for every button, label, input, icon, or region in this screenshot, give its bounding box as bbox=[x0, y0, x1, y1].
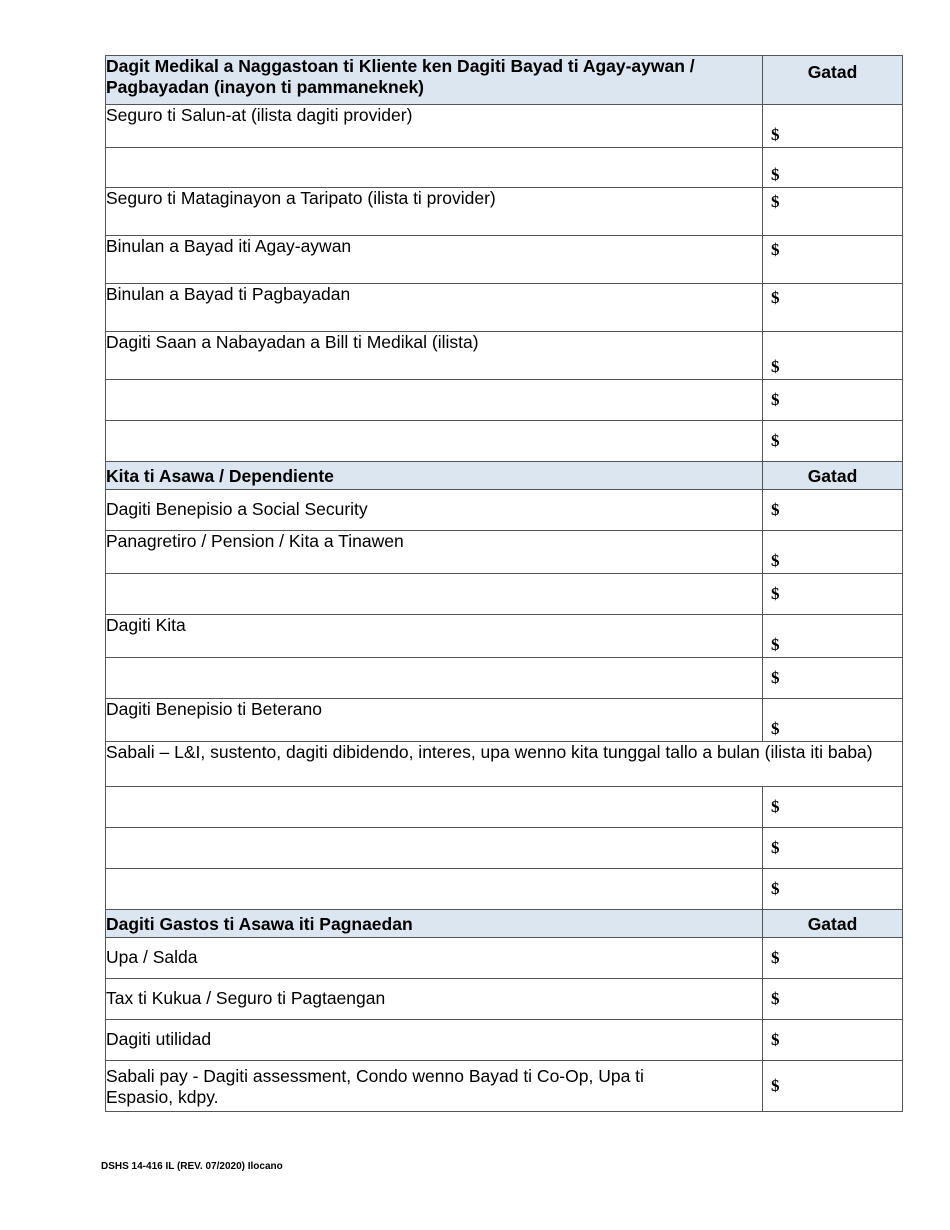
amount-field[interactable] bbox=[763, 332, 903, 380]
dollar-sign: $ bbox=[771, 838, 780, 857]
amount-field[interactable] bbox=[763, 787, 903, 828]
row-label[interactable] bbox=[106, 380, 763, 421]
amount-field[interactable] bbox=[763, 658, 903, 699]
amount-field[interactable] bbox=[763, 188, 903, 236]
amount-field[interactable] bbox=[763, 148, 903, 188]
amount-field[interactable] bbox=[763, 380, 903, 421]
dollar-sign: $ bbox=[771, 357, 780, 376]
section-header-medical bbox=[106, 56, 903, 105]
row-label[interactable]: Tax ti Kukua / Seguro ti Pagtaengan bbox=[106, 979, 763, 1020]
table-row bbox=[106, 380, 903, 421]
dollar-sign: $ bbox=[771, 551, 780, 570]
dollar-sign: $ bbox=[771, 500, 780, 519]
dollar-sign: $ bbox=[771, 1030, 780, 1049]
table-row bbox=[106, 490, 903, 531]
dollar-sign: $ bbox=[771, 431, 780, 450]
row-label[interactable]: Dagiti Benepisio ti Beterano bbox=[106, 699, 763, 742]
section-header-income bbox=[106, 462, 903, 490]
amount-header: Gatad bbox=[763, 462, 903, 490]
dollar-sign: $ bbox=[771, 165, 780, 184]
dollar-sign: $ bbox=[771, 797, 780, 816]
amount-field[interactable] bbox=[763, 531, 903, 574]
table-row bbox=[106, 332, 903, 380]
row-label[interactable]: Dagiti Saan a Nabayadan a Bill ti Medikal (ilista) bbox=[106, 332, 763, 380]
amount-field[interactable] bbox=[763, 1020, 903, 1061]
table-row bbox=[106, 105, 903, 148]
table-row bbox=[106, 148, 903, 188]
amount-field[interactable] bbox=[763, 421, 903, 462]
amount-field[interactable] bbox=[763, 938, 903, 979]
expense-income-form-table bbox=[105, 55, 903, 1112]
amount-field[interactable] bbox=[763, 490, 903, 531]
dollar-sign: $ bbox=[771, 288, 780, 307]
dollar-sign: $ bbox=[771, 879, 780, 898]
form-footer: DSHS 14-416 IL (REV. 07/2020) Ilocano bbox=[101, 1161, 283, 1172]
section-title-housing: Dagiti Gastos ti Asawa iti Pagnaedan bbox=[106, 910, 763, 938]
table-row-other-income bbox=[106, 742, 903, 787]
dollar-sign: $ bbox=[771, 668, 780, 687]
amount-field[interactable] bbox=[763, 574, 903, 615]
amount-field[interactable] bbox=[763, 236, 903, 284]
row-label[interactable]: Sabali pay - Dagiti assessment, Condo wenno Bayad ti Co-Op, Upa ti Espasio, kdpy. bbox=[106, 1061, 763, 1112]
table-row bbox=[106, 574, 903, 615]
amount-field[interactable] bbox=[763, 869, 903, 910]
row-label[interactable] bbox=[106, 658, 763, 699]
table-row bbox=[106, 531, 903, 574]
row-label[interactable]: Seguro ti Mataginayon a Taripato (ilista ti provider) bbox=[106, 188, 763, 236]
amount-field[interactable] bbox=[763, 284, 903, 332]
amount-header: Gatad bbox=[763, 56, 903, 105]
table-row bbox=[106, 938, 903, 979]
table-row bbox=[106, 1061, 903, 1112]
section-header-housing bbox=[106, 910, 903, 938]
row-label[interactable]: Binulan a Bayad iti Agay-aywan bbox=[106, 236, 763, 284]
table-row bbox=[106, 828, 903, 869]
amount-field[interactable] bbox=[763, 1061, 903, 1112]
row-label[interactable] bbox=[106, 148, 763, 188]
section-title-medical: Dagit Medikal a Naggastoan ti Kliente ken Dagiti Bayad ti Agay-aywan / Pagbayadan (inayon ti pammaneknek) bbox=[106, 56, 763, 105]
amount-header: Gatad bbox=[763, 910, 903, 938]
row-label[interactable] bbox=[106, 869, 763, 910]
row-label[interactable]: Dagiti Benepisio a Social Security bbox=[106, 490, 763, 531]
row-label[interactable]: Binulan a Bayad ti Pagbayadan bbox=[106, 284, 763, 332]
table-row bbox=[106, 421, 903, 462]
amount-field[interactable] bbox=[763, 615, 903, 658]
dollar-sign: $ bbox=[771, 948, 780, 967]
section-title-income: Kita ti Asawa / Dependiente bbox=[106, 462, 763, 490]
dollar-sign: $ bbox=[771, 125, 780, 144]
dollar-sign: $ bbox=[771, 584, 780, 603]
table-row bbox=[106, 236, 903, 284]
row-label[interactable] bbox=[106, 574, 763, 615]
table-row bbox=[106, 699, 903, 742]
row-label[interactable]: Panagretiro / Pension / Kita a Tinawen bbox=[106, 531, 763, 574]
amount-field[interactable] bbox=[763, 828, 903, 869]
dollar-sign: $ bbox=[771, 192, 780, 211]
row-label[interactable]: Upa / Salda bbox=[106, 938, 763, 979]
row-label[interactable] bbox=[106, 787, 763, 828]
row-label[interactable] bbox=[106, 828, 763, 869]
row-label[interactable]: Dagiti utilidad bbox=[106, 1020, 763, 1061]
dollar-sign: $ bbox=[771, 635, 780, 654]
row-label[interactable]: Dagiti Kita bbox=[106, 615, 763, 658]
dollar-sign: $ bbox=[771, 989, 780, 1008]
table-row bbox=[106, 615, 903, 658]
other-income-label[interactable]: Sabali – L&I, sustento, dagiti dibidendo, interes, upa wenno kita tunggal tallo a bulan (ilista iti baba) bbox=[106, 742, 903, 787]
table-row bbox=[106, 1020, 903, 1061]
table-row bbox=[106, 979, 903, 1020]
table-row bbox=[106, 869, 903, 910]
dollar-sign: $ bbox=[771, 719, 780, 738]
table-row bbox=[106, 658, 903, 699]
table-row bbox=[106, 188, 903, 236]
dollar-sign: $ bbox=[771, 390, 780, 409]
dollar-sign: $ bbox=[771, 240, 780, 259]
table-row bbox=[106, 284, 903, 332]
row-label[interactable]: Seguro ti Salun-at (ilista dagiti provider) bbox=[106, 105, 763, 148]
table-row bbox=[106, 787, 903, 828]
amount-field[interactable] bbox=[763, 105, 903, 148]
amount-field[interactable] bbox=[763, 979, 903, 1020]
dollar-sign: $ bbox=[771, 1076, 780, 1095]
row-label[interactable] bbox=[106, 421, 763, 462]
amount-field[interactable] bbox=[763, 699, 903, 742]
